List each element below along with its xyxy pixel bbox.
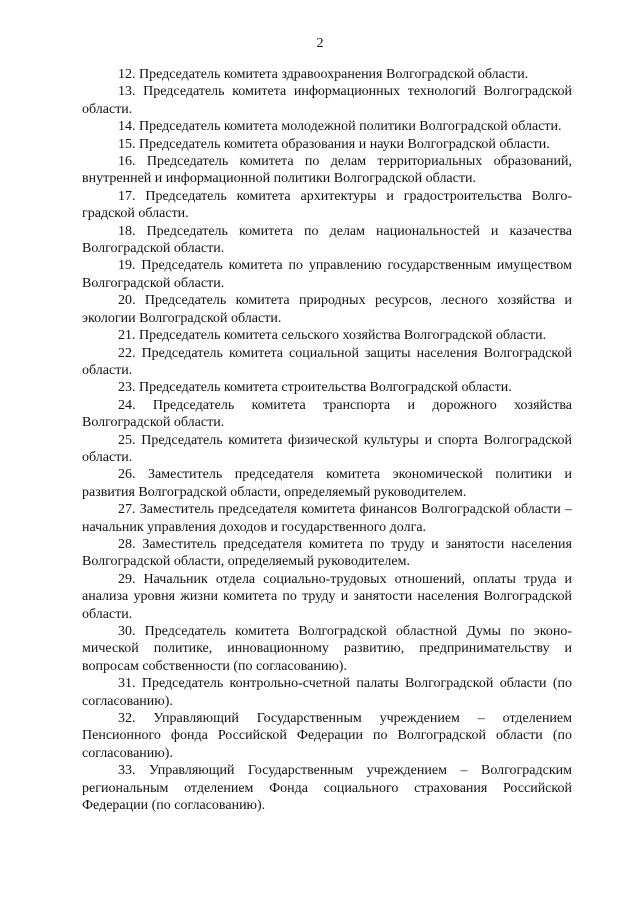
item-text: Председатель комитета транспорта и дорожного хозяйства Волгоградской области. (82, 397, 572, 431)
list-item (82, 623, 572, 675)
item-number: 22. (118, 345, 136, 361)
item-number: 15. (118, 136, 136, 152)
item-text: Председатель комитета архитектуры и градостроительства Волгоградской области. (82, 188, 572, 222)
item-number: 27. (118, 502, 136, 518)
item-text: Заместитель председателя комитета финансов Волгоградской области – начальник управления доходов и государственного долга. (82, 502, 572, 535)
item-number: 12. (118, 67, 136, 82)
item-number: 28. (118, 536, 136, 552)
list-item (82, 292, 572, 327)
item-text: Председатель комитета строительства Волгоградской области. (139, 380, 512, 396)
list-item (82, 327, 572, 344)
item-text: Председатель комитета физической культуры и спорта Волгоградской области. (82, 432, 573, 465)
list-item (82, 188, 572, 223)
page-number: 2 (316, 36, 324, 51)
list-item (82, 223, 572, 258)
item-number: 17. (118, 188, 136, 204)
item-number: 13. (118, 84, 136, 100)
list-item (82, 379, 572, 396)
item-text: Председатель комитета молодежной политики Волгоградской области. (139, 119, 562, 135)
list-item (82, 432, 572, 467)
member-list (82, 66, 572, 814)
item-text: Председатель комитета сельского хозяйства Волгоградской области. (139, 328, 547, 344)
list-item (82, 675, 572, 710)
list-item (82, 501, 572, 536)
item-number: 21. (118, 328, 136, 344)
item-number: 14. (118, 119, 136, 135)
item-text: Управляющий Государственным учреждением – Волгоградским региональным отделением Фонда социального страхования Российской Федерации (по согласованию). (82, 763, 572, 814)
item-text: Начальник отдела социально-трудовых отношений, оплаты труда и анализа уровня жизни комитета по труду и занятости населения Волгоградской области. (82, 571, 573, 622)
item-number: 16. (118, 154, 136, 170)
item-number: 26. (118, 467, 136, 483)
item-number: 20. (118, 293, 136, 309)
item-number: 33. (118, 763, 136, 779)
item-text: Председатель комитета по делам территориальных образований, внутренней и информационной политики Волгоградской области. (82, 154, 573, 187)
list-item (82, 762, 572, 814)
item-text: Заместитель председателя комитета по труду и занятости населения Волгоградской области, определяемый руководителем. (82, 536, 572, 570)
item-text: Управляющий Государственным учреждением – отделением Пенсионного фонда Российской Федерации по Волгоградской области (по согласованию). (82, 711, 572, 761)
list-item (82, 345, 572, 380)
list-item (82, 83, 572, 118)
list-item (82, 66, 572, 83)
list-item (82, 136, 572, 153)
item-text: Председатель комитета социальной защиты населения Волгоградской области. (82, 345, 572, 378)
item-text: Председатель комитета по делам национальностей и казачества Волгоградской области. (82, 223, 573, 257)
item-text: Председатель контрольно-счетной палаты Волгоградской области (по согласованию). (82, 676, 573, 709)
item-text: Председатель комитета Волгоградской областной Думы по экономической политике, инновационному развитию, предпринимательству и вопросам собственности (по согласованию). (82, 624, 573, 674)
list-item (82, 571, 572, 623)
item-number: 29. (118, 571, 136, 587)
item-number: 19. (118, 258, 136, 274)
item-number: 25. (118, 432, 136, 448)
list-item (82, 118, 572, 135)
item-number: 18. (118, 223, 136, 239)
item-number: 30. (118, 624, 136, 639)
item-text: Заместитель председателя комитета экономической политики и развития Волгоградской области, определяемый руководителем. (82, 467, 572, 500)
item-number: 32. (118, 711, 136, 727)
item-number: 31. (118, 676, 136, 692)
item-text: Председатель комитета по управлению государственным имуществом Волгоградской области. (82, 258, 573, 291)
list-item (82, 536, 572, 571)
item-text: Председатель комитета природных ресурсов, лесного хозяйства и экологии Волгоградской области. (82, 293, 572, 326)
item-number: 24. (118, 397, 136, 413)
list-item (82, 710, 572, 762)
list-item (82, 466, 572, 501)
item-text: Председатель комитета образования и науки Волгоградской области. (139, 136, 550, 152)
list-item (82, 153, 572, 188)
item-number: 23. (118, 380, 136, 396)
item-text: Председатель комитета информационных технологий Волгоградской области. (82, 84, 572, 117)
item-text: Председатель комитета здравоохранения Волгоградской области. (139, 67, 529, 82)
list-item (82, 397, 572, 432)
list-item (82, 257, 572, 292)
